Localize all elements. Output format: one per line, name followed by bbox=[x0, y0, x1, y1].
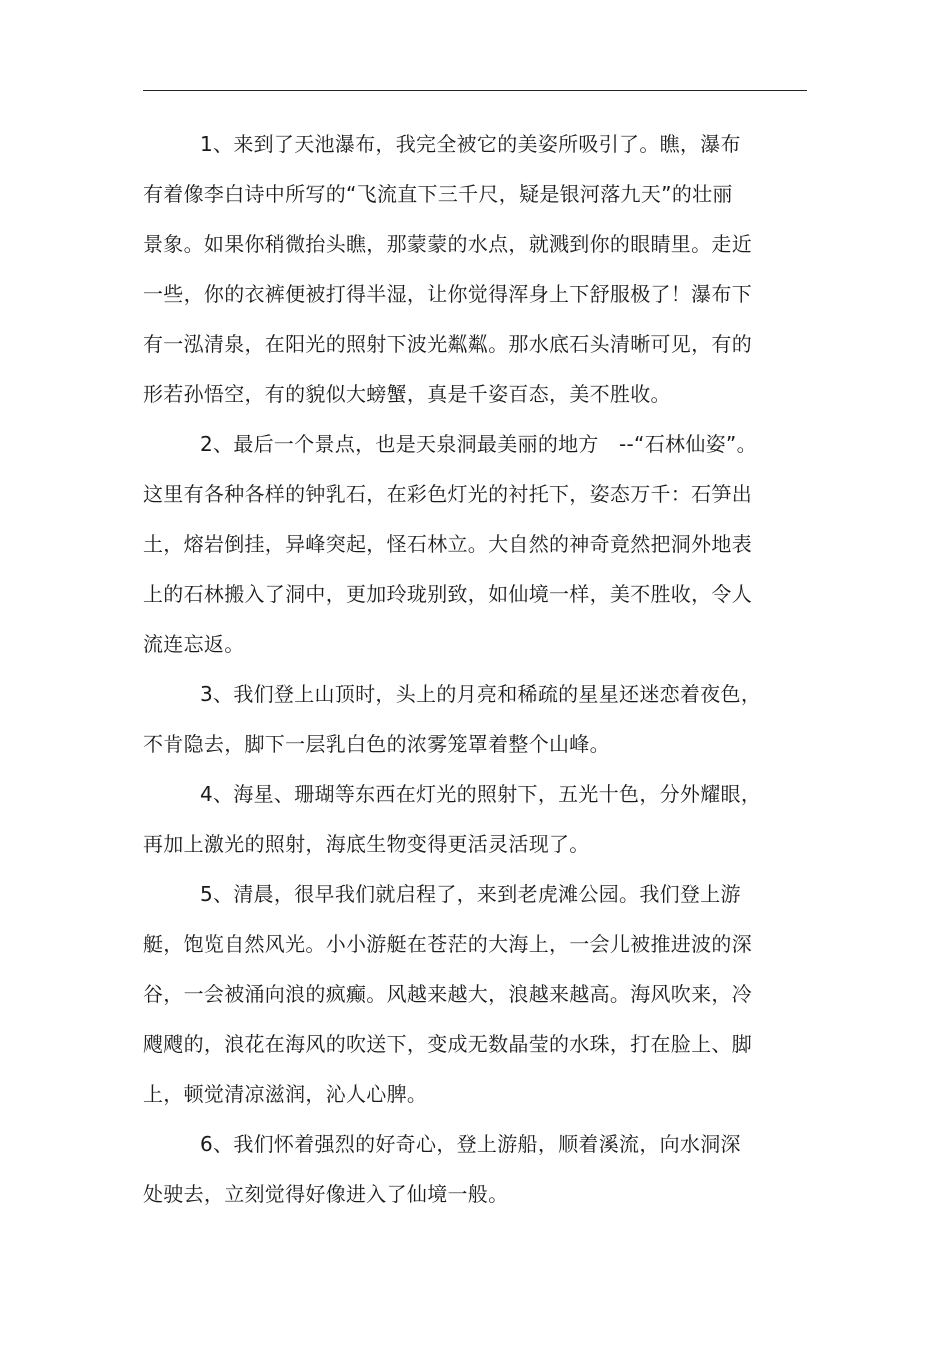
text-line: 景象。如果你稍微抬头瞧，那蒙蒙的水点，就溅到你的眼睛里。走近 bbox=[143, 232, 752, 256]
text-line: 上的石林搬入了洞中，更加玲珑别致，如仙境一样，美不胜收，令人 bbox=[143, 582, 752, 606]
text-line: 2、最后一个景点，也是天泉洞最美丽的地方 --“石林仙姿”。 bbox=[200, 432, 757, 456]
text-line: 不肯隐去，脚下一层乳白色的浓雾笼罩着整个山峰。 bbox=[143, 732, 610, 756]
text-line: 形若孙悟空，有的貌似大螃蟹，真是千姿百态，美不胜收。 bbox=[143, 382, 671, 406]
text-line: 飕飕的，浪花在海风的吹送下，变成无数晶莹的水珠，打在脸上、脚 bbox=[143, 1032, 752, 1056]
header-rule bbox=[143, 90, 807, 91]
text-line: 一些，你的衣裤便被打得半湿，让你觉得浑身上下舒服极了！瀑布下 bbox=[143, 282, 752, 306]
text-line: 有着像李白诗中所写的“飞流直下三千尺，疑是银河落九天”的壮丽 bbox=[143, 182, 733, 206]
text-line: 有一泓清泉，在阳光的照射下波光粼粼。那水底石头清晰可见，有的 bbox=[143, 332, 752, 356]
text-line: 流连忘返。 bbox=[143, 632, 245, 656]
text-line: 6、我们怀着强烈的好奇心，登上游船，顺着溪流，向水洞深 bbox=[200, 1132, 741, 1156]
text-line: 这里有各种各样的钟乳石，在彩色灯光的衬托下，姿态万千：石笋出 bbox=[143, 482, 752, 506]
text-line: 处驶去，立刻觉得好像进入了仙境一般。 bbox=[143, 1182, 509, 1206]
text-line: 上，顿觉清凉滋润，沁人心脾。 bbox=[143, 1082, 428, 1106]
text-line: 土，熔岩倒挂，异峰突起，怪石林立。大自然的神奇竟然把洞外地表 bbox=[143, 532, 752, 556]
text-line: 艇，饱览自然风光。小小游艇在苍茫的大海上，一会儿被推进波的深 bbox=[143, 932, 752, 956]
text-line: 1、来到了天池瀑布，我完全被它的美姿所吸引了。瞧，瀑布 bbox=[200, 132, 741, 156]
text-line: 再加上激光的照射，海底生物变得更活灵活现了。 bbox=[143, 832, 590, 856]
text-line: 5、清晨，很早我们就启程了，来到老虎滩公园。我们登上游 bbox=[200, 882, 741, 906]
text-line: 4、海星、珊瑚等东西在灯光的照射下，五光十色，分外耀眼， bbox=[200, 782, 762, 806]
text-line: 3、我们登上山顶时，头上的月亮和稀疏的星星还迷恋着夜色， bbox=[200, 682, 762, 706]
text-line: 谷，一会被涌向浪的疯癫。风越来越大，浪越来越高。海风吹来，冷 bbox=[143, 982, 752, 1006]
